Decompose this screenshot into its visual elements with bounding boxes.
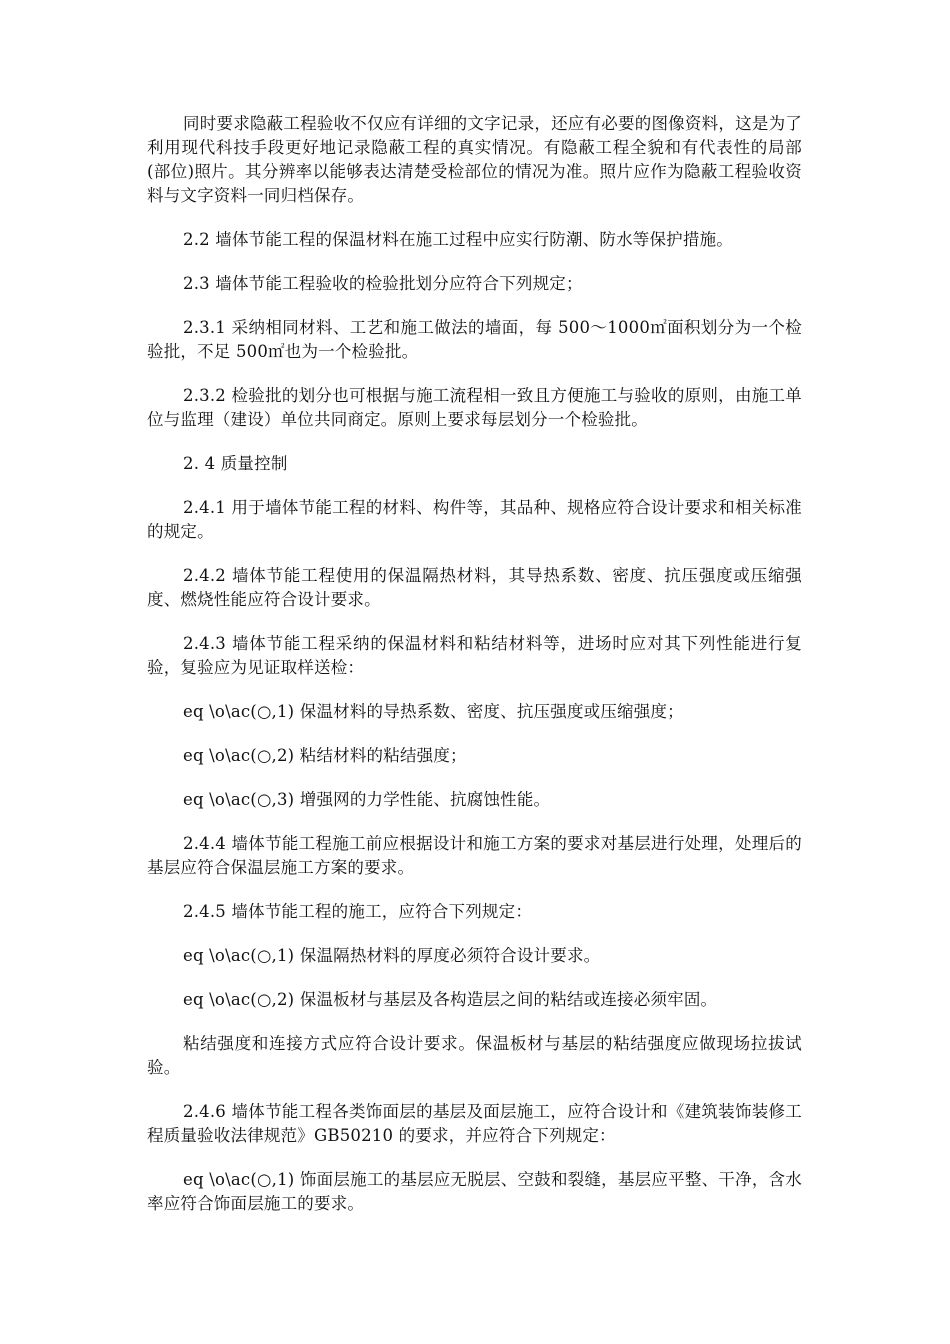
paragraph-2-3: 2.3 墙体节能工程验收的检验批划分应符合下列规定； [183, 274, 583, 293]
paragraph-2-2: 2.2 墙体节能工程的保温材料在施工过程中应实行防潮、防水等保护措施。 [183, 230, 733, 249]
paragraph-hidden-works-photos: 同时要求隐蔽工程验收不仅应有详细的文字记录，还应有必要的图像资料，这是为了利用现代科技手段更好地记录隐蔽工程的真实情况。有隐蔽工程全貌和有代表性的局部(部位)照片。其分辨率以能够表达清楚受检部位的情况为准。照片应作为隐蔽工程验收资料与文字资料一同归档保存。 [147, 114, 802, 205]
list-item-2-4-5-2: eq \o\ac(○,2) 保温板材与基层及各构造层之间的粘结或连接必须牢固。 [183, 990, 718, 1009]
paragraph-bond-strength: 粘结强度和连接方式应符合设计要求。保温板材与基层的粘结强度应做现场拉拔试验。 [147, 1034, 802, 1077]
paragraph-2-3-1: 2.3.1 采纳相同材料、工艺和施工做法的墙面，每 500～1000㎡面积划分为一个检验批，不足 500㎡也为一个检验批。 [147, 318, 802, 361]
paragraph-2-4-3: 2.4.3 墙体节能工程采纳的保温材料和粘结材料等，进场时应对其下列性能进行复验，复验应为见证取样送检： [147, 634, 802, 677]
paragraph-2-4-5: 2.4.5 墙体节能工程的施工，应符合下列规定： [183, 902, 533, 921]
list-item-2-4-6-1: eq \o\ac(○,1) 饰面层施工的基层应无脱层、空鼓和裂缝，基层应平整、干净，含水率应符合饰面层施工的要求。 [147, 1170, 802, 1213]
list-item-2-4-3-3: eq \o\ac(○,3) 增强网的力学性能、抗腐蚀性能。 [183, 790, 551, 809]
list-item-2-4-3-1: eq \o\ac(○,1) 保温材料的导热系数、密度、抗压强度或压缩强度； [183, 702, 684, 721]
section-heading-2-4: 2. 4 质量控制 [183, 454, 288, 473]
list-item-2-4-5-1: eq \o\ac(○,1) 保温隔热材料的厚度必须符合设计要求。 [183, 946, 601, 965]
paragraph-2-4-6: 2.4.6 墙体节能工程各类饰面层的基层及面层施工，应符合设计和《建筑装饰装修工程质量验收法律规范》GB50210 的要求，并应符合下列规定： [147, 1102, 802, 1145]
paragraph-2-3-2: 2.3.2 检验批的划分也可根据与施工流程相一致且方便施工与验收的原则，由施工单位与监理（建设）单位共同商定。原则上要求每层划分一个检验批。 [147, 386, 802, 429]
paragraph-2-4-2: 2.4.2 墙体节能工程使用的保温隔热材料，其导热系数、密度、抗压强度或压缩强度、燃烧性能应符合设计要求。 [147, 566, 802, 609]
paragraph-2-4-1: 2.4.1 用于墙体节能工程的材料、构件等，其品种、规格应符合设计要求和相关标准的规定。 [147, 498, 802, 541]
document-body [147, 112, 802, 1236]
paragraph-2-4-4: 2.4.4 墙体节能工程施工前应根据设计和施工方案的要求对基层进行处理，处理后的基层应符合保温层施工方案的要求。 [147, 834, 802, 877]
list-item-2-4-3-2: eq \o\ac(○,2) 粘结材料的粘结强度； [183, 746, 467, 765]
